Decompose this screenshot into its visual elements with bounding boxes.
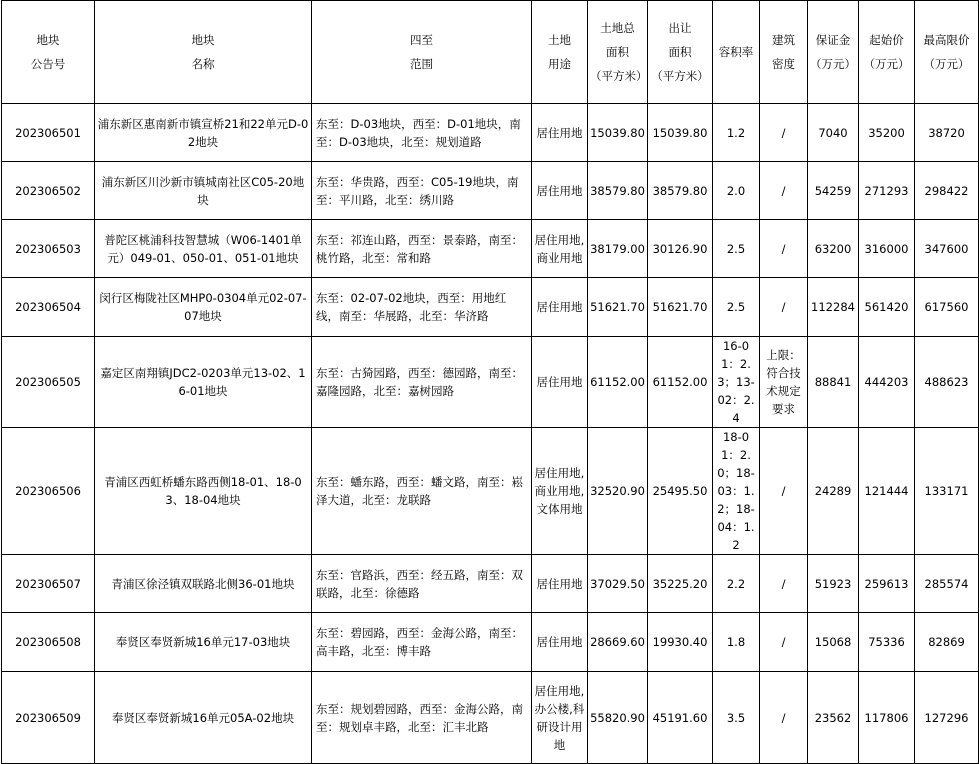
cell-floor-area-ratio: 2.5	[713, 278, 760, 337]
header-building-density: 建筑 密度	[760, 1, 808, 104]
cell-floor-area-ratio: 18-01：2.0；18-03：1.2；18-04：1.2	[713, 428, 760, 555]
cell-land-use: 居住用地,商业用地	[532, 220, 588, 278]
cell-plot-name: 奉贤区奉贤新城16单元17-03地块	[95, 613, 312, 672]
cell-boundaries: 东至：祁连山路，西至：景泰路，南至：桃竹路，北至：常和路	[312, 220, 532, 278]
cell-plot-name: 浦东新区川沙新市镇城南社区C05-20地块	[95, 162, 312, 220]
cell-announcement-no: 202306501	[2, 104, 95, 162]
cell-boundaries: 东至：02-07-02地块，西至：用地红线，南至：华展路，北至：华济路	[312, 278, 532, 337]
cell-floor-area-ratio: 2.2	[713, 555, 760, 613]
cell-max-price: 285574	[915, 555, 979, 613]
cell-building-density: /	[760, 555, 808, 613]
cell-land-use: 居住用地,办公楼,科研设计用地	[532, 672, 588, 764]
table-body	[2, 104, 979, 764]
cell-starting-price: 117806	[859, 672, 915, 764]
cell-starting-price: 271293	[859, 162, 915, 220]
cell-announcement-no: 202306502	[2, 162, 95, 220]
cell-deposit: 15068	[808, 613, 859, 672]
cell-deposit: 51923	[808, 555, 859, 613]
cell-announcement-no: 202306506	[2, 428, 95, 555]
cell-sale-area: 30126.90	[648, 220, 713, 278]
cell-plot-name: 闵行区梅陇社区MHP0-0304单元02-07-07地块	[95, 278, 312, 337]
table-row	[2, 337, 979, 428]
cell-land-use: 居住用地	[532, 613, 588, 672]
cell-max-price: 133171	[915, 428, 979, 555]
cell-land-use: 居住用地	[532, 555, 588, 613]
cell-boundaries: 东至：古猗园路，西至：德园路，南至：嘉隆园路，北至：嘉树园路	[312, 337, 532, 428]
table-row	[2, 104, 979, 162]
cell-max-price: 38720	[915, 104, 979, 162]
cell-announcement-no: 202306505	[2, 337, 95, 428]
cell-boundaries: 东至：官路浜，西至：经五路，南至：双联路，北至：徐德路	[312, 555, 532, 613]
cell-building-density: /	[760, 278, 808, 337]
cell-land-use: 居住用地	[532, 278, 588, 337]
cell-plot-name: 青浦区西虹桥蟠东路西侧18-01、18-03、18-04地块	[95, 428, 312, 555]
cell-starting-price: 316000	[859, 220, 915, 278]
cell-total-area: 28669.60	[588, 613, 648, 672]
cell-announcement-no: 202306507	[2, 555, 95, 613]
cell-starting-price: 444203	[859, 337, 915, 428]
cell-floor-area-ratio: 2.5	[713, 220, 760, 278]
cell-sale-area: 45191.60	[648, 672, 713, 764]
cell-boundaries: 东至：蟠东路，西至：蟠文路，南至：崧泽大道，北至：龙联路	[312, 428, 532, 555]
cell-total-area: 61152.00	[588, 337, 648, 428]
cell-starting-price: 121444	[859, 428, 915, 555]
cell-building-density: /	[760, 220, 808, 278]
cell-plot-name: 嘉定区南翔镇JDC2-0203单元13-02、16-01地块	[95, 337, 312, 428]
cell-announcement-no: 202306508	[2, 613, 95, 672]
cell-deposit: 63200	[808, 220, 859, 278]
table-row	[2, 672, 979, 764]
cell-max-price: 488623	[915, 337, 979, 428]
cell-max-price: 617560	[915, 278, 979, 337]
header-deposit: 保证金 （万元）	[808, 1, 859, 104]
cell-plot-name: 青浦区徐泾镇双联路北侧36-01地块	[95, 555, 312, 613]
cell-starting-price: 75336	[859, 613, 915, 672]
header-land-use: 土地 用途	[532, 1, 588, 104]
cell-building-density: /	[760, 104, 808, 162]
cell-total-area: 32520.90	[588, 428, 648, 555]
cell-boundaries: 东至：华贵路，西至：C05-19地块，南至：平川路，北至：绣川路	[312, 162, 532, 220]
cell-total-area: 55820.90	[588, 672, 648, 764]
cell-deposit: 7040	[808, 104, 859, 162]
cell-deposit: 23562	[808, 672, 859, 764]
table-row	[2, 428, 979, 555]
cell-floor-area-ratio: 1.2	[713, 104, 760, 162]
table-row	[2, 613, 979, 672]
header-plot-name: 地块 名称	[95, 1, 312, 104]
land-auction-table	[1, 0, 979, 764]
cell-max-price: 298422	[915, 162, 979, 220]
cell-building-density: 上限：符合技术规定要求	[760, 337, 808, 428]
header-boundaries: 四至 范围	[312, 1, 532, 104]
cell-deposit: 24289	[808, 428, 859, 555]
cell-announcement-no: 202306509	[2, 672, 95, 764]
cell-boundaries: 东至：碧园路，西至：金海公路，南至：高丰路，北至：博丰路	[312, 613, 532, 672]
cell-announcement-no: 202306504	[2, 278, 95, 337]
table-row	[2, 220, 979, 278]
cell-total-area: 38179.00	[588, 220, 648, 278]
cell-land-use: 居住用地	[532, 337, 588, 428]
cell-plot-name: 奉贤区奉贤新城16单元05A-02地块	[95, 672, 312, 764]
cell-building-density: /	[760, 162, 808, 220]
cell-max-price: 82869	[915, 613, 979, 672]
header-total-area: 土地总 面积 （平方米）	[588, 1, 648, 104]
table-row	[2, 162, 979, 220]
cell-starting-price: 35200	[859, 104, 915, 162]
cell-starting-price: 561420	[859, 278, 915, 337]
cell-sale-area: 38579.80	[648, 162, 713, 220]
cell-land-use: 居住用地	[532, 104, 588, 162]
cell-floor-area-ratio: 16-01：2.3；13-02：2.4	[713, 337, 760, 428]
table-row	[2, 278, 979, 337]
header-sale-area: 出让 面积 （平方米）	[648, 1, 713, 104]
cell-sale-area: 35225.20	[648, 555, 713, 613]
cell-total-area: 15039.80	[588, 104, 648, 162]
cell-deposit: 88841	[808, 337, 859, 428]
cell-sale-area: 25495.50	[648, 428, 713, 555]
cell-deposit: 54259	[808, 162, 859, 220]
header-announcement-no: 地块 公告号	[2, 1, 95, 104]
header-max-price: 最高限价 （万元）	[915, 1, 979, 104]
cell-plot-name: 浦东新区惠南新市镇宣桥21和22单元D-02地块	[95, 104, 312, 162]
cell-starting-price: 259613	[859, 555, 915, 613]
table-row	[2, 555, 979, 613]
cell-max-price: 127296	[915, 672, 979, 764]
cell-sale-area: 61152.00	[648, 337, 713, 428]
cell-building-density: /	[760, 672, 808, 764]
cell-building-density: /	[760, 428, 808, 555]
header-starting-price: 起始价 （万元）	[859, 1, 915, 104]
cell-floor-area-ratio: 2.0	[713, 162, 760, 220]
cell-floor-area-ratio: 1.8	[713, 613, 760, 672]
cell-floor-area-ratio: 3.5	[713, 672, 760, 764]
cell-land-use: 居住用地,商业用地,文体用地	[532, 428, 588, 555]
header-floor-area-ratio: 容积率	[713, 1, 760, 104]
cell-sale-area: 15039.80	[648, 104, 713, 162]
cell-land-use: 居住用地	[532, 162, 588, 220]
cell-total-area: 37029.50	[588, 555, 648, 613]
cell-total-area: 38579.80	[588, 162, 648, 220]
cell-boundaries: 东至：规划碧园路，西至：金海公路，南至：规划卓丰路，北至：汇丰北路	[312, 672, 532, 764]
table-header-row	[2, 1, 979, 104]
cell-sale-area: 51621.70	[648, 278, 713, 337]
cell-total-area: 51621.70	[588, 278, 648, 337]
cell-boundaries: 东至：D-03地块，西至：D-01地块，南至：D-03地块，北至：规划道路	[312, 104, 532, 162]
cell-sale-area: 19930.40	[648, 613, 713, 672]
cell-building-density: /	[760, 613, 808, 672]
cell-max-price: 347600	[915, 220, 979, 278]
cell-deposit: 112284	[808, 278, 859, 337]
cell-announcement-no: 202306503	[2, 220, 95, 278]
cell-plot-name: 普陀区桃浦科技智慧城（W06-1401单元）049-01、050-01、051-01地块	[95, 220, 312, 278]
